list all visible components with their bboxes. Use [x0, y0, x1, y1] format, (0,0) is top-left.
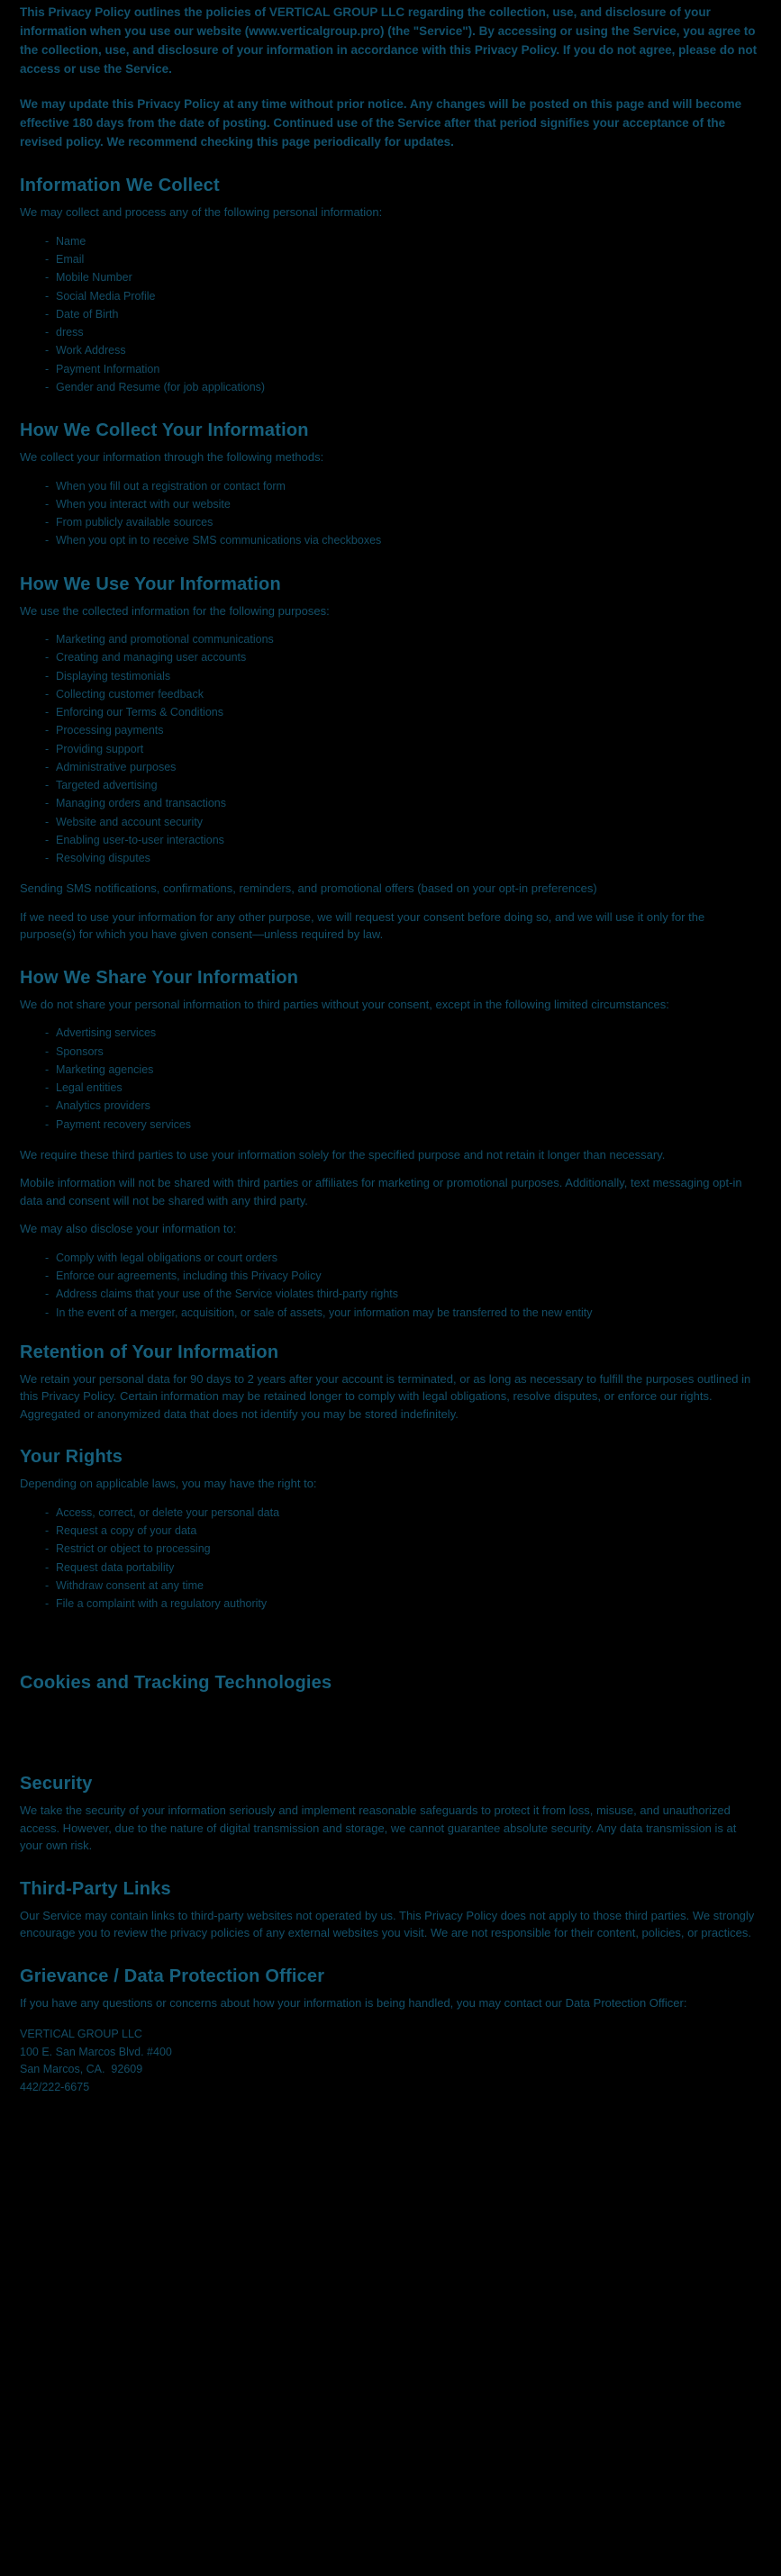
list-item: - dress	[45, 323, 761, 341]
section-intro-your-rights: Depending on applicable laws, you may have the right to:	[20, 1477, 317, 1491]
section-title-how-we-use: How We Use Your Information	[20, 574, 281, 594]
disclosure-intro: We may also disclose your information to:	[20, 1222, 237, 1236]
list-item: - Sponsors	[45, 1043, 761, 1061]
list-how-we-share	[20, 1024, 761, 1134]
list-item: - Withdraw consent at any time	[45, 1577, 761, 1595]
contact-address-line-1: 100 E. San Marcos Blvd. #400	[20, 2045, 172, 2058]
list-item: - Providing support	[45, 740, 761, 758]
list-item: - Comply with legal obligations or court orders	[45, 1249, 761, 1267]
sms-notice: Sending SMS notifications, confirmations, reminders, and promotional offers (based on your opt-in preferences)	[20, 881, 597, 896]
list-item: - Request data portability	[45, 1559, 761, 1577]
list-item: - Resolving disputes	[45, 849, 761, 867]
list-how-we-use	[20, 630, 761, 867]
contact-address-line-2: San Marcos, CA. 92609	[20, 2063, 143, 2076]
list-item: - File a complaint with a regulatory authority	[45, 1595, 761, 1613]
list-item: - Enabling user-to-user interactions	[45, 831, 761, 849]
list-item: - Analytics providers	[45, 1097, 761, 1115]
section-title-retention: Retention of Your Information	[20, 1342, 279, 1362]
list-item: - Access, correct, or delete your personal data	[45, 1504, 761, 1522]
contact-block	[20, 2026, 761, 2096]
section-intro-how-we-collect: We collect your information through the following methods:	[20, 450, 324, 465]
list-item: - When you interact with our website	[45, 495, 761, 513]
list-item: - Name	[45, 232, 761, 250]
list-item: - Email	[45, 250, 761, 268]
section-intro-how-we-use: We use the collected information for the following purposes:	[20, 603, 330, 618]
spacer	[20, 1625, 761, 1649]
list-item: - From publicly available sources	[45, 513, 761, 531]
section-intro-how-we-share: We do not share your personal information to third parties without your consent, except in the following limited circumstances:	[20, 997, 669, 1011]
list-item: - Enforcing our Terms & Conditions	[45, 703, 761, 721]
list-item: - When you opt in to receive SMS communications via checkboxes	[45, 531, 761, 549]
list-your-rights	[20, 1504, 761, 1613]
list-item: - Website and account security	[45, 813, 761, 831]
list-item: - Creating and managing user accounts	[45, 648, 761, 666]
intro-paragraph-2: We may update this Privacy Policy at any time without prior notice. Any changes will be posted on this page and will become effective 180 days from the date of posting. Continued use of the Service after that period signifies your acceptance of the revised policy. We recommend checking this page periodically for updates.	[20, 96, 742, 149]
list-item: - In the event of a merger, acquisition, or sale of assets, your information may be transferred to the new entity	[45, 1304, 761, 1322]
list-item: - Payment Information	[45, 360, 761, 378]
list-item: - Address claims that your use of the Service violates third-party rights	[45, 1285, 761, 1303]
section-title-how-we-collect: How We Collect Your Information	[20, 420, 309, 441]
list-item: - Payment recovery services	[45, 1116, 761, 1134]
list-item: - Social Media Profile	[45, 287, 761, 305]
intro-block	[20, 0, 761, 151]
list-item: - Collecting customer feedback	[45, 685, 761, 703]
intro-paragraph-1: This Privacy Policy outlines the policies of VERTICAL GROUP LLC regarding the collection, use, and disclosure of your information when you use our website (www.verticalgroup.pro) (the "Service"). By accessing or using the Service, you agree to the collection, use, and disclosure of your information in accordance with this Privacy Policy. If you do not agree, please do not access or use the Service.	[20, 5, 758, 76]
list-item: - Mobile Number	[45, 268, 761, 286]
list-item: - Gender and Resume (for job applications)	[45, 378, 761, 396]
list-item: - Targeted advertising	[45, 776, 761, 794]
consent-notice: If we need to use your information for any other purpose, we will request your consent before doing so, and we will use it only for the purpose(s) for which you have given consent—unless required by law.	[20, 909, 705, 942]
list-item: - Legal entities	[45, 1079, 761, 1097]
section-title-cookies: Cookies and Tracking Technologies	[20, 1673, 332, 1694]
list-item: - Managing orders and transactions	[45, 794, 761, 812]
section-intro-retention: We retain your personal data for 90 days to 2 years after your account is terminated, or as long as necessary to fulfill the purposes outlined in this Privacy Policy. Certain information may be retained longer to comply with legal obligations, resolve disputes, or enforce our rights. Aggregated or anonymized data that does not identify you may be stored indefinitely.	[20, 1371, 751, 1421]
section-intro-grievance-officer: If you have any questions or concerns about how your information is being handled, you may contact our Data Protection Officer:	[20, 1995, 687, 2010]
section-title-information-we-collect: Information We Collect	[20, 176, 220, 196]
section-title-security: Security	[20, 1774, 93, 1794]
mobile-optin-notice: Mobile information will not be shared with third parties or affiliates for marketing or promotional purposes. Additionally, text messaging opt-in data and consent will not be shared with any third party.	[20, 1176, 742, 1207]
list-item: - Displaying testimonials	[45, 667, 761, 685]
list-item: - Advertising services	[45, 1024, 761, 1042]
contact-company: VERTICAL GROUP LLC	[20, 2028, 142, 2041]
list-item: - Marketing and promotional communications	[45, 630, 761, 648]
list-item: - When you fill out a registration or contact form	[45, 477, 761, 495]
list-item: - Enforce our agreements, including this Privacy Policy	[45, 1267, 761, 1285]
list-item: - Restrict or object to processing	[45, 1540, 761, 1558]
section-intro-information-we-collect: We may collect and process any of the following personal information:	[20, 205, 383, 220]
list-disclosure-circumstances	[20, 1249, 761, 1322]
section-intro-third-party-links: Our Service may contain links to third-party websites not operated by us. This Privacy Policy does not apply to those third parties. We strongly encourage you to review the privacy policies of any external websites you visit. We are not responsible for their content, policies, or practices.	[20, 1908, 755, 1940]
third-party-retention-notice: We require these third parties to use your information solely for the specified purpose and not retain it longer than necessary.	[20, 1147, 666, 1161]
section-title-your-rights: Your Rights	[20, 1447, 123, 1468]
list-item: - Administrative purposes	[45, 758, 761, 776]
spacer	[20, 1701, 761, 1749]
section-title-grievance-officer: Grievance / Data Protection Officer	[20, 1966, 325, 1986]
section-title-how-we-share: How We Share Your Information	[20, 967, 299, 988]
list-item: - Request a copy of your data	[45, 1522, 761, 1540]
list-how-we-collect	[20, 477, 761, 550]
list-item: - Marketing agencies	[45, 1061, 761, 1079]
list-item: - Work Address	[45, 341, 761, 359]
list-item: - Processing payments	[45, 721, 761, 739]
list-item: - Date of Birth	[45, 305, 761, 323]
section-title-third-party-links: Third-Party Links	[20, 1878, 171, 1899]
list-information-we-collect	[20, 232, 761, 396]
contact-phone[interactable]: 442/222-6675	[20, 2080, 90, 2093]
section-intro-security: We take the security of your information seriously and implement reasonable safeguards to protect it from loss, misuse, and unauthorized access. However, due to the nature of digital transmission and storage, we cannot guarantee absolute security. Any data transmission is at your own risk.	[20, 1803, 737, 1853]
